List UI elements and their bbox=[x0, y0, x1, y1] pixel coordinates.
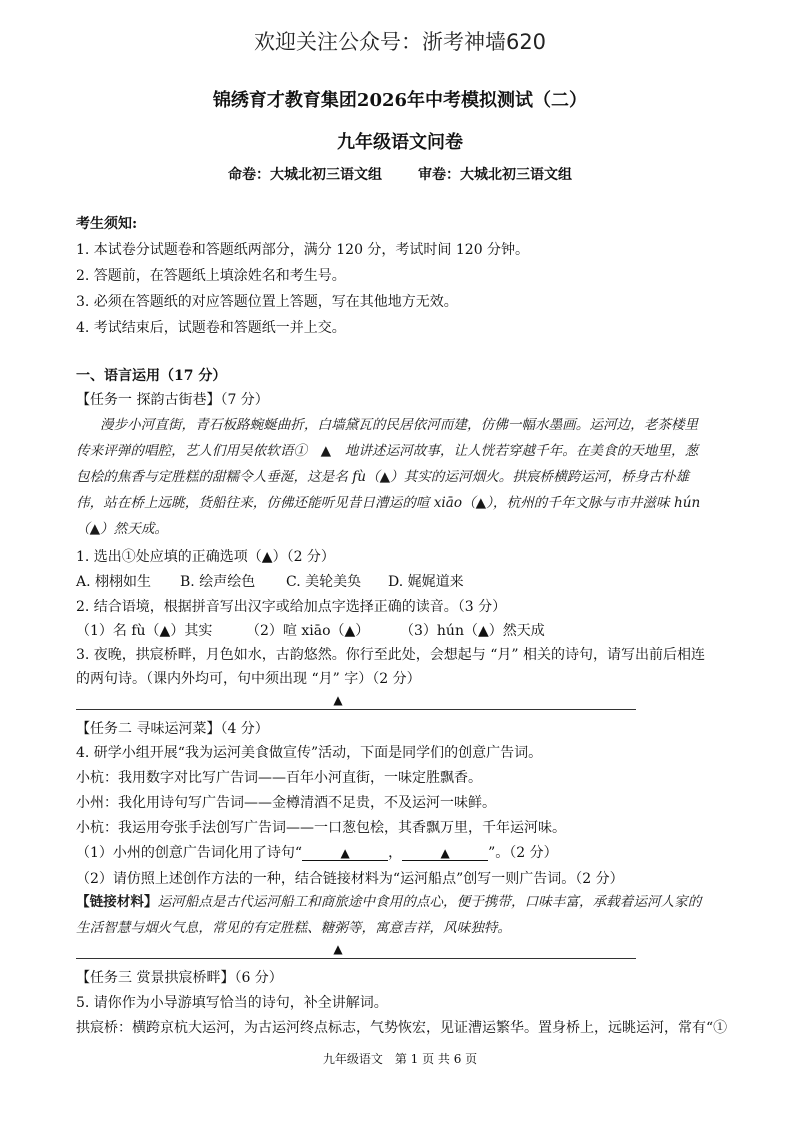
question-4-2: （2）请仿照上述创作方法的一种，结合链接材料为“运河船点”创写一则广告词。（2 分） bbox=[76, 871, 624, 887]
link-text-cont: 生活智慧与烟火气息，常见的有定胜糕、糖粥等，寓意吉祥，风味独特。 bbox=[76, 920, 511, 936]
q1-option-d: D. 娓娓道来 bbox=[388, 574, 464, 590]
q2-item-2: （2）喧 xiāo（▲） bbox=[246, 623, 370, 639]
answer-blank: ▲ bbox=[402, 846, 488, 861]
page-footer: 九年级语文 第 1 页 共 6 页 bbox=[322, 1052, 478, 1066]
exam-title: 锦绣育才教育集团2026年中考模拟测试（二） bbox=[212, 90, 588, 111]
passage-line: 漫步小河直街，青石板路蜿蜒曲折，白墙黛瓦的民居依河而建，仿佛一幅水墨画。运河边，老茶楼里 bbox=[100, 417, 699, 433]
task2-heading: 【任务二 寻味运河菜】（4 分） bbox=[76, 721, 269, 737]
question-2: 2. 结合语境，根据拼音写出汉字或给加点字选择正确的读音。（3 分） bbox=[76, 599, 507, 615]
section-heading: 一、语言运用（17 分） bbox=[76, 368, 227, 384]
notice-item: 1. 本试卷分试题卷和答题纸两部分，满分 120 分，考试时间 120 分钟。 bbox=[76, 242, 530, 258]
q2-item-3: （3）hún（▲）然天成 bbox=[400, 623, 545, 639]
task3-heading: 【任务三 赏景拱宸桥畔】（6 分） bbox=[76, 970, 283, 986]
q1-option-c: C. 美轮美奂 bbox=[286, 574, 362, 590]
notice-item: 2. 答题前，在答题纸上填涂姓名和考生号。 bbox=[76, 268, 346, 284]
answer-line bbox=[76, 709, 636, 710]
watermark-banner: 欢迎关注公众号：浙考神墙620 bbox=[253, 30, 547, 54]
notice-heading: 考生须知: bbox=[76, 216, 138, 232]
setter: 命卷：大城北初三语文组 bbox=[228, 167, 382, 183]
answer-blank: ▲ bbox=[302, 846, 388, 861]
link-label: 【链接材料】 bbox=[76, 894, 158, 910]
link-material bbox=[76, 889, 701, 915]
q1-option-a: A. 栩栩如生 bbox=[76, 574, 152, 590]
question-4-1 bbox=[76, 843, 558, 863]
q4-1-sep: ， bbox=[388, 845, 403, 861]
ad-line: 小杭：我运用夸张手法创写广告词——一口葱包桧，其香飘万里，千年运河味。 bbox=[76, 820, 566, 836]
question-1: 1. 选出①处应填的正确选项（▲）（2 分） bbox=[76, 549, 335, 565]
passage-line: （▲）然天成。 bbox=[76, 521, 169, 537]
q4-1-text: （1）小州的创意广告词化用了诗句“ bbox=[76, 845, 303, 861]
q2-item-1: （1）名 fù（▲）其实 bbox=[76, 623, 213, 639]
question-4: 4. 研学小组开展“我为运河美食做宣传”活动，下面是同学们的创意广告词。 bbox=[76, 745, 543, 761]
question-5-text: 拱宸桥：横跨京杭大运河，为古运河终点标志，气势恢宏，见证漕运繁华。置身桥上，远眺运河，常有“① bbox=[76, 1020, 728, 1036]
task1-heading: 【任务一 探韵古街巷】（7 分） bbox=[76, 392, 269, 408]
question-5: 5. 请你作为小导游填写恰当的诗句，补全讲解词。 bbox=[76, 995, 388, 1011]
passage-line: 包桧的焦香与定胜糕的甜糯令人垂涎，这是名 fù（▲）其实的运河烟火。拱宸桥横跨运河，桥身古朴雄 bbox=[76, 469, 690, 485]
answer-line bbox=[76, 958, 636, 959]
answer-marker: ▲ bbox=[333, 693, 343, 707]
passage-line: 伟，站在桥上远眺，货船往来，仿佛还能听见昔日漕运的喧 xiāo（▲），杭州的千年文脉与市井滋味 hún bbox=[76, 495, 701, 511]
reviewer: 审卷：大城北初三语文组 bbox=[418, 167, 572, 183]
q1-option-b: B. 绘声绘色 bbox=[180, 574, 256, 590]
answer-marker: ▲ bbox=[333, 942, 343, 956]
question-3: 3. 夜晚，拱宸桥畔，月色如水，古韵悠然。你行至此处，会想起与 “月” 相关的诗句，请写出前后相连 bbox=[76, 647, 706, 663]
ad-line: 小杭：我用数字对比写广告词——百年小河直街，一味定胜飘香。 bbox=[76, 770, 482, 786]
notice-item: 4. 考试结束后，试题卷和答题纸一并上交。 bbox=[76, 320, 346, 336]
question-3-cont: 的两句诗。（课内外均可，句中须出现 “月” 字）（2 分） bbox=[76, 671, 421, 687]
authors-line bbox=[0, 164, 800, 184]
q4-1-end: ”。（2 分） bbox=[488, 845, 558, 861]
link-text: 运河船点是古代运河船工和商旅途中食用的点心，便于携带，口味丰富，承载着运河人家的 bbox=[157, 894, 702, 910]
ad-line: 小州：我化用诗句写广告词——金樽清酒不足贵，不及运河一味鲜。 bbox=[76, 795, 496, 811]
notice-item: 3. 必须在答题纸的对应答题位置上答题，写在其他地方无效。 bbox=[76, 294, 458, 310]
exam-subtitle: 九年级语文问卷 bbox=[337, 132, 463, 153]
passage-line: 传来评弹的唱腔，艺人们用吴侬软语① ▲ 地讲述运河故事，让人恍若穿越千年。在美食的天地里，葱 bbox=[76, 443, 699, 459]
